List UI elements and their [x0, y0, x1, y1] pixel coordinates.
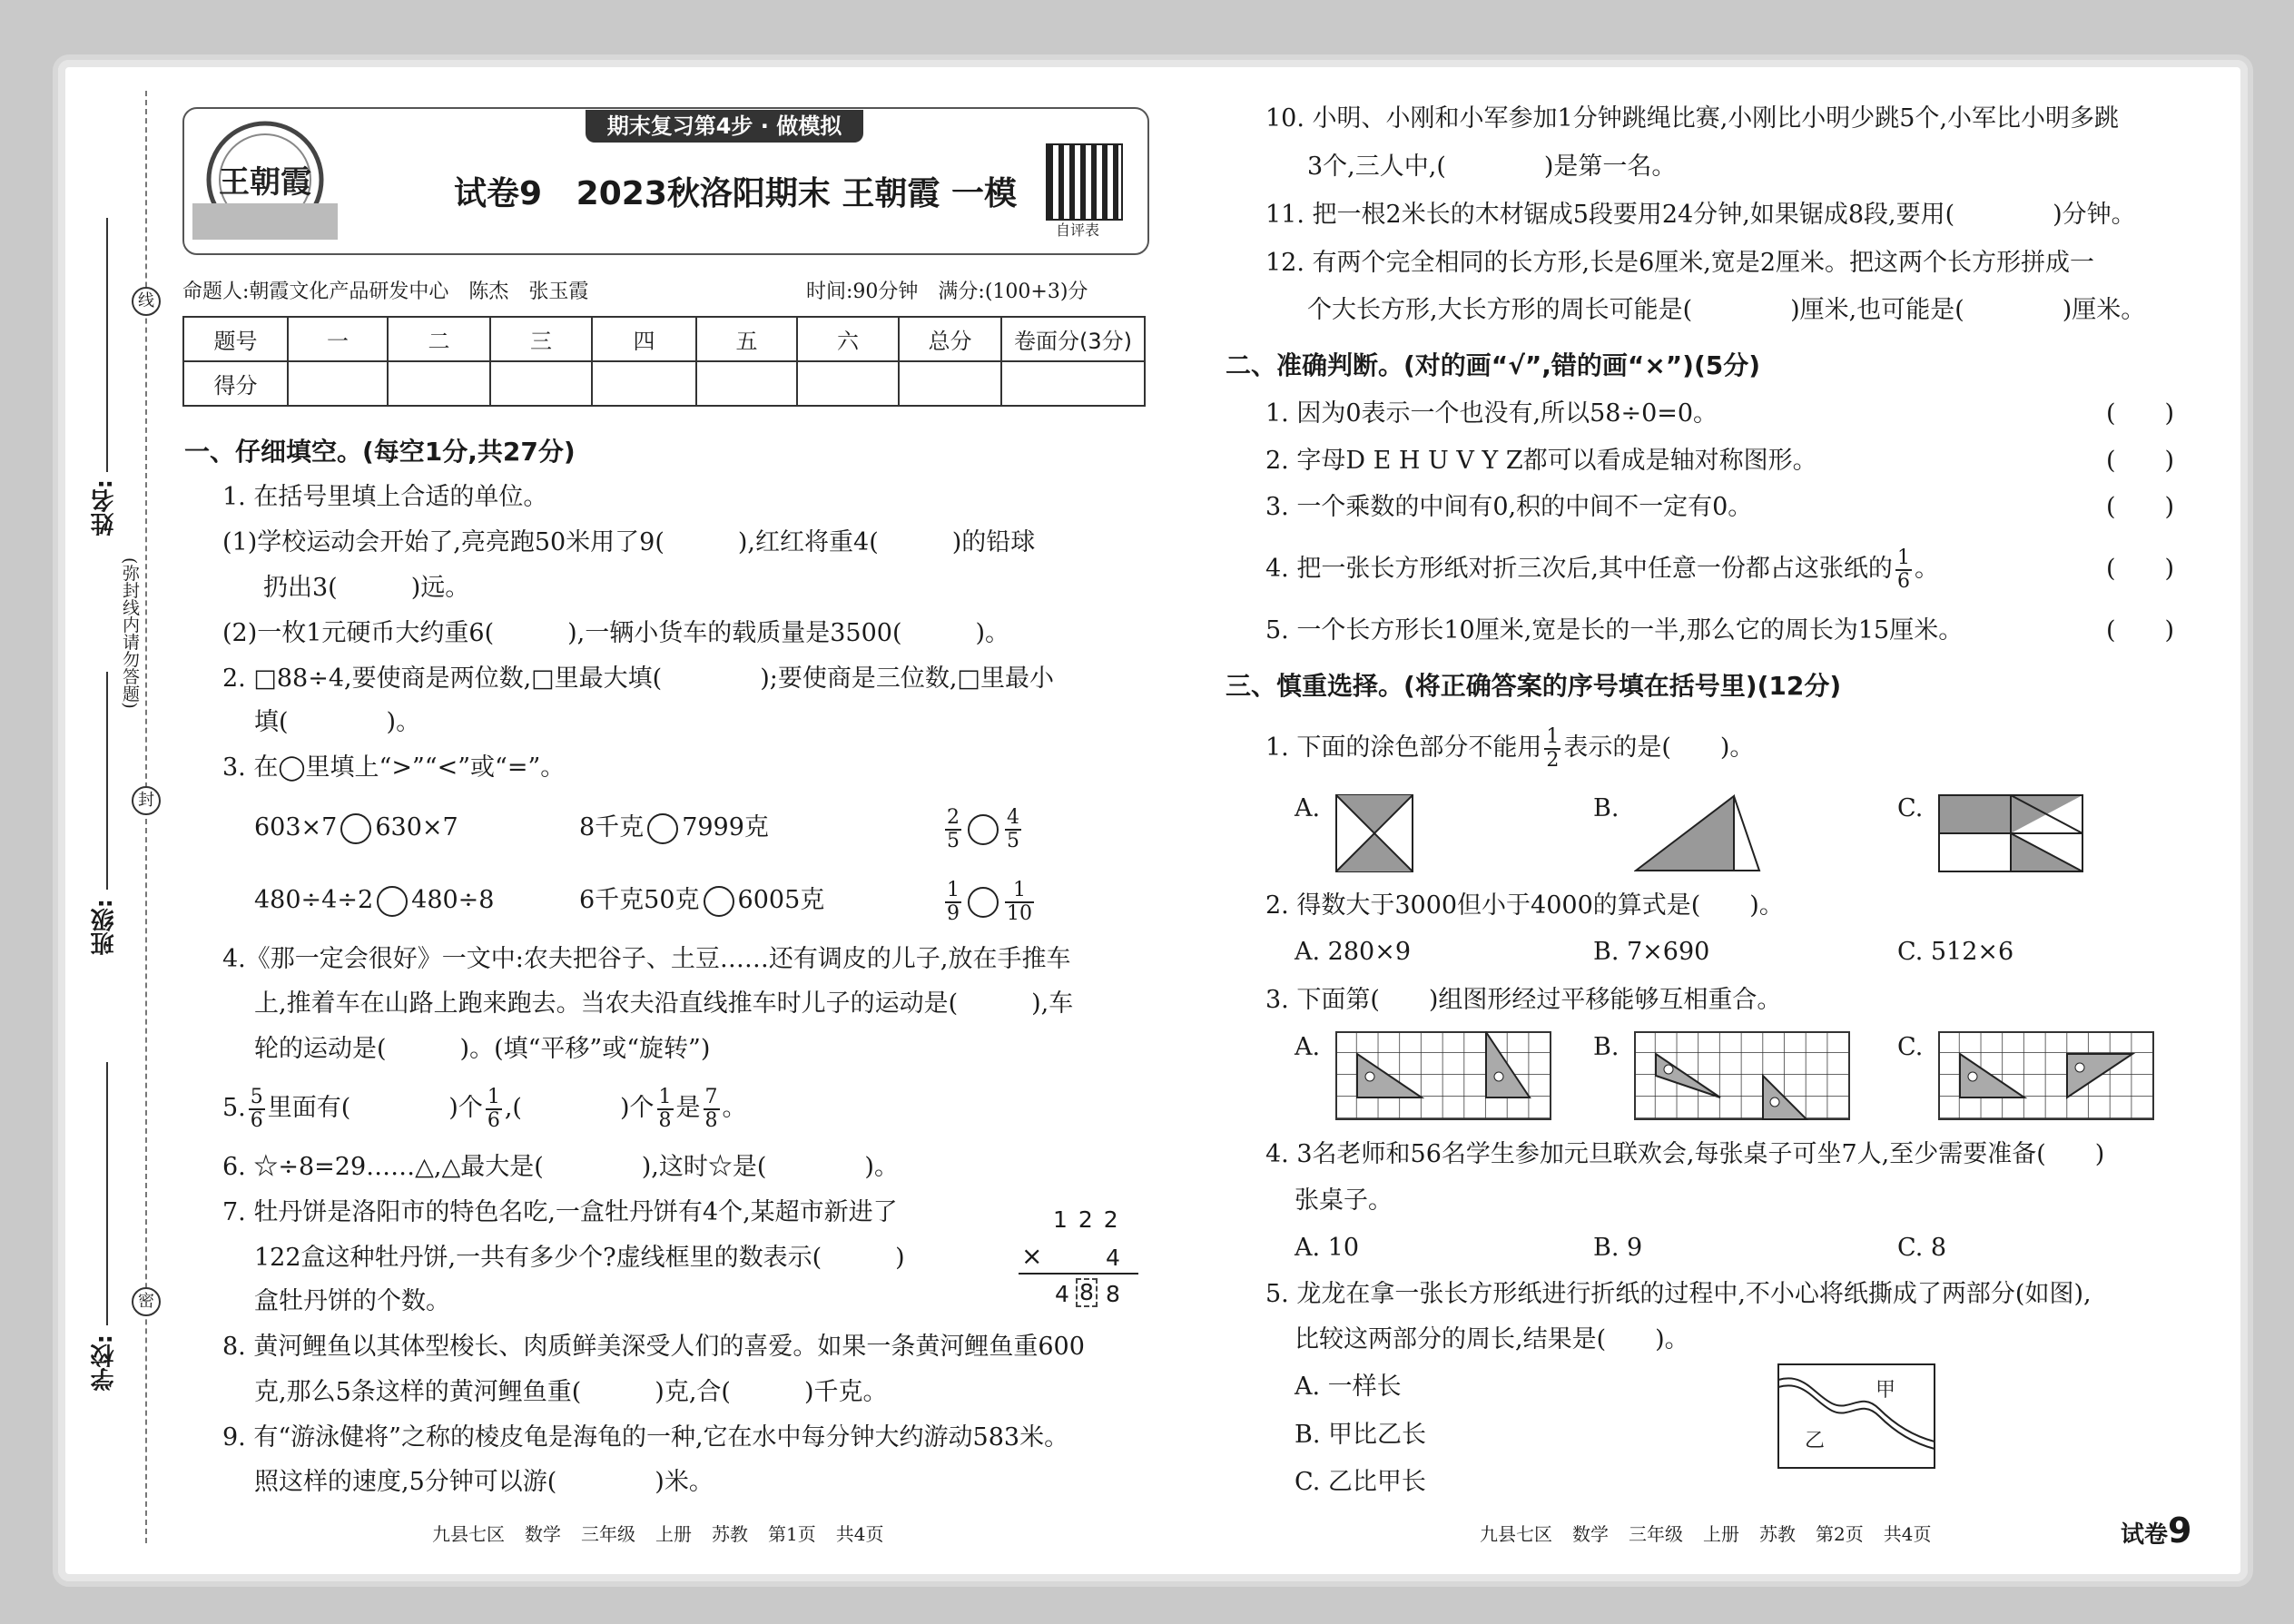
fraction	[1895, 547, 1912, 593]
q3-b-right: 7999克	[682, 813, 769, 842]
choice-2-option-a[interactable]: A. 280×9	[1295, 938, 1411, 966]
page-title	[454, 172, 1017, 215]
footer-item: 共4页	[835, 1523, 884, 1545]
q2b: 填( )。	[254, 708, 421, 736]
denominator: 6	[487, 1108, 500, 1132]
name-blank[interactable]	[106, 218, 108, 472]
q3-e-right: 6005克	[737, 886, 825, 914]
title-brand: 王朝霞	[842, 174, 940, 212]
qr-code-icon[interactable]	[1046, 143, 1123, 221]
choice-3: 3. 下面第( )组图形经过平移能够互相重合。	[1265, 986, 1782, 1014]
option-b-label[interactable]: B.	[1593, 794, 1620, 822]
answer-paren[interactable]: ( )	[2106, 399, 2175, 428]
q6: 6. ☆÷8=29……△,△最大是( ),这时☆是( )。	[222, 1153, 899, 1181]
fraction	[657, 1087, 674, 1132]
q5-text-3: 是	[675, 1094, 701, 1122]
score-h7: 总分	[899, 317, 1001, 361]
choice-2-option-c[interactable]: C. 512×6	[1897, 938, 2014, 966]
choice-4-option-b[interactable]: B. 9	[1593, 1234, 1643, 1262]
judge-1: 1. 因为0表示一个也没有,所以58÷0=0。	[1265, 399, 1718, 428]
footer-item: 九县七区	[1480, 1523, 1552, 1545]
shape-a-square	[1335, 794, 1413, 872]
numerator: 1	[1005, 880, 1034, 903]
q3-a-left: 603×7	[254, 813, 338, 842]
score-cell[interactable]	[490, 361, 592, 406]
calc-dashed-box: 8	[1076, 1278, 1098, 1307]
q3-b-left: 8千克	[579, 813, 645, 842]
numerator: 4	[1007, 805, 1019, 829]
q9b: 照这样的速度,5分钟可以游( )米。	[254, 1468, 714, 1496]
q4c: 轮的运动是( )。(填“平移”或“旋转”)	[254, 1035, 711, 1063]
section-2-title: 二、准确判断。(对的画“√”,错的画“×”)(5分)	[1226, 350, 1761, 380]
section-1-title: 一、仔细填空。(每空1分,共27分)	[184, 437, 576, 467]
choice-5: 5. 龙龙在拿一张长方形纸进行折纸的过程中,不小心将纸撕成了两部分(如图),	[1265, 1280, 2092, 1308]
q1: 1. 在括号里填上合适的单位。	[222, 483, 548, 511]
q9: 9. 有“游泳健将”之称的棱皮龟是海龟的一种,它在水中每分钟大约游动583米。	[222, 1423, 1069, 1452]
q5-text-1: 里面有( )个	[267, 1094, 483, 1122]
fraction	[704, 1087, 720, 1132]
calc-top: 1 2 2	[1053, 1206, 1120, 1233]
numerator: 1	[947, 878, 960, 901]
q3-a	[254, 812, 458, 844]
q7b: 122盒这种牡丹饼,一共有多少个?虚线框里的数表示( )	[254, 1244, 905, 1272]
time-score: 时间:90分钟 满分:(100+3)分	[806, 281, 1088, 303]
q12: 12. 有两个完全相同的长方形,长是6厘米,宽是2厘米。把这两个长方形拼成一	[1265, 249, 2095, 277]
score-cell[interactable]	[288, 361, 388, 406]
fraction	[945, 807, 961, 852]
denominator: 5	[1007, 829, 1019, 852]
title-suffix: 一模	[950, 175, 1017, 212]
badge-text: 试卷	[2121, 1521, 2169, 1549]
judge-3: 3. 一个乘数的中间有0,积的中间不一定有0。	[1265, 493, 1753, 521]
class-blank[interactable]	[106, 672, 108, 890]
numerator: 5	[250, 1085, 263, 1108]
torn-paper-figure	[1777, 1363, 1935, 1469]
denominator: 10	[1007, 901, 1032, 925]
q1-1: (1)学校运动会开始了,亮亮跑50米用了9( ),红红将重4( )的铅球	[222, 528, 1036, 556]
footer-right	[1480, 1521, 1951, 1547]
q3-b	[579, 812, 769, 844]
q3-d-right: 480÷8	[411, 886, 495, 914]
score-cell[interactable]	[899, 361, 1001, 406]
footer-item: 九县七区	[432, 1523, 505, 1545]
q3-e	[579, 884, 824, 917]
name-label: 姓名:	[91, 479, 118, 536]
answer-paren[interactable]: ( )	[2106, 447, 2175, 475]
choice-5b: 比较这两部分的周长,结果是( )。	[1295, 1325, 1689, 1353]
choice-1-text: 1. 下面的涂色部分不能用	[1265, 733, 1542, 762]
numerator: 1	[1546, 724, 1560, 748]
judge-2: 2. 字母D E H U V Y Z都可以看成是轴对称图形。	[1265, 447, 1817, 475]
calc-multiplier: 4	[1106, 1245, 1120, 1271]
score-row-label: 得分	[183, 361, 288, 406]
option-b-label[interactable]: B.	[1593, 1033, 1620, 1061]
binding-note: (弥封线内请勿答题)	[120, 557, 140, 709]
judge-5: 5. 一个长方形长10厘米,宽是长的一半,那么它的周长为15厘米。	[1265, 616, 1964, 645]
footer-item: 苏教	[712, 1523, 748, 1545]
score-h2: 二	[388, 317, 490, 361]
denominator: 2	[1546, 748, 1560, 772]
footer-item: 三年级	[581, 1523, 635, 1545]
q3-a-right: 630×7	[375, 813, 458, 842]
q3-f	[942, 870, 1037, 933]
numerator: 1	[658, 1085, 672, 1108]
footer-item: 三年级	[1629, 1523, 1683, 1545]
score-h6: 六	[797, 317, 899, 361]
shape-b-triangle	[1634, 794, 1761, 872]
q7: 7. 牡丹饼是洛阳市的特色名吃,一盒牡丹饼有4个,某超市新进了	[222, 1198, 898, 1226]
option-c-label[interactable]: C.	[1897, 794, 1924, 822]
compare-circle[interactable]	[704, 886, 734, 917]
calc-operator: ×	[1021, 1241, 1043, 1271]
footer-item: 数学	[1572, 1523, 1609, 1545]
badge-number: 9	[2168, 1511, 2192, 1550]
svg-text:王朝霞: 王朝霞	[219, 164, 311, 201]
fraction	[249, 1087, 265, 1132]
q7c: 盒牡丹饼的个数。	[254, 1287, 450, 1315]
calc-r1: 4	[1055, 1281, 1069, 1307]
score-h5: 五	[696, 317, 797, 361]
footer-item: 共4页	[1883, 1523, 1932, 1545]
answer-paren[interactable]: ( )	[2106, 616, 2175, 645]
denominator: 5	[947, 829, 960, 852]
choice-5-option-c[interactable]: C. 乙比甲长	[1295, 1468, 1426, 1496]
grid-a	[1335, 1031, 1551, 1120]
seal-mi: 密	[132, 1287, 161, 1316]
judge-4	[1265, 537, 1939, 601]
calc-r3: 8	[1106, 1281, 1120, 1307]
score-cell[interactable]	[592, 361, 696, 406]
score-h3: 三	[490, 317, 592, 361]
title-main: 2023秋洛阳期末	[576, 175, 831, 212]
label-yi: 乙	[1805, 1430, 1826, 1452]
judge-4-end: 。	[1914, 555, 1939, 583]
numerator: 1	[1896, 546, 1910, 569]
footer-item: 第1页	[768, 1523, 816, 1545]
score-h0: 题号	[183, 317, 288, 361]
score-cell[interactable]	[1001, 361, 1145, 406]
label-jia: 甲	[1876, 1379, 1896, 1402]
school-blank[interactable]	[106, 1062, 108, 1325]
choice-4-option-c[interactable]: C. 8	[1897, 1234, 1947, 1262]
denominator: 6	[1896, 569, 1910, 593]
compare-circle[interactable]	[968, 814, 999, 845]
fraction	[1544, 726, 1561, 772]
fraction	[1005, 807, 1021, 852]
score-h8: 卷面分(3分)	[1001, 317, 1145, 361]
fraction	[945, 880, 961, 925]
shape-c-rectangle	[1938, 794, 2083, 872]
title-prefix: 试卷9	[454, 175, 543, 212]
option-c-label[interactable]: C.	[1897, 1033, 1924, 1061]
footer-item: 上册	[655, 1523, 692, 1545]
choice-2-option-b[interactable]: B. 7×690	[1593, 938, 1710, 966]
score-table	[182, 316, 1146, 407]
grid-c	[1938, 1031, 2154, 1120]
fraction	[1005, 880, 1034, 925]
q4: 4.《那一定会很好》一文中:农夫把谷子、土豆……还有调皮的儿子,放在手推车	[222, 945, 1071, 973]
q3-c	[942, 797, 1024, 861]
numerator: 1	[487, 1085, 500, 1108]
choice-2: 2. 得数大于3000但小于4000的算式是( )。	[1265, 891, 1784, 920]
footer-item: 苏教	[1759, 1523, 1796, 1545]
class-label: 班级:	[91, 899, 118, 956]
judge-4-text: 4. 把一张长方形纸对折三次后,其中任意一份都占这张纸的	[1265, 555, 1893, 583]
q1-2: (2)一枚1元硬币大约重6( ),一辆小货车的载质量是3500( )。	[222, 619, 1010, 647]
choice-1	[1265, 716, 1754, 780]
compare-circle[interactable]	[968, 887, 999, 918]
q5-number: 5.	[222, 1094, 246, 1122]
q10b: 3个,三人中,( )是第一名。	[1307, 153, 1677, 181]
answer-paren[interactable]: ( )	[2106, 555, 2175, 583]
choice-4b: 张桌子。	[1295, 1186, 1393, 1215]
school-label: 学校:	[91, 1334, 118, 1392]
numerator: 2	[947, 805, 960, 829]
q8: 8. 黄河鲤鱼以其体型梭长、肉质鲜美深受人们的喜爱。如果一条黄河鲤鱼重600	[222, 1333, 1085, 1361]
denominator: 6	[250, 1108, 263, 1132]
q3-d	[254, 884, 494, 917]
logo-seal	[192, 113, 338, 247]
numerator: 7	[704, 1085, 718, 1108]
q5-text-4: 。	[722, 1094, 747, 1122]
section-3-title: 三、慎重选择。(将正确答案的序号填在括号里)(12分)	[1226, 671, 1842, 701]
denominator: 9	[947, 901, 960, 925]
banner: 期末复习第4步 · 做模拟	[586, 110, 863, 143]
footer-item: 第2页	[1816, 1523, 1864, 1545]
denominator: 8	[658, 1108, 672, 1132]
q11: 11. 把一根2米长的木材锯成5段要用24分钟,如果锯成8段,要用( )分钟。	[1265, 201, 2136, 229]
exam-badge	[2121, 1511, 2191, 1550]
authors: 命题人:朝霞文化产品研发中心 陈杰 张玉霞	[182, 281, 589, 303]
fraction	[486, 1087, 502, 1132]
choice-4-option-a[interactable]: A. 10	[1295, 1234, 1360, 1262]
q1-1b: 扔出3( )远。	[263, 574, 470, 602]
footer-left	[432, 1521, 903, 1547]
option-a-label[interactable]: A.	[1295, 794, 1321, 822]
q5	[222, 1077, 747, 1140]
seal-feng: 封	[132, 786, 161, 815]
q3-d-left: 480÷4÷2	[254, 886, 374, 914]
q3: 3. 在◯里填上“>”“<”或“=”。	[222, 753, 566, 782]
score-h4: 四	[592, 317, 696, 361]
q2: 2. □88÷4,要使商是两位数,□里最大填( );要使商是三位数,□里最小	[222, 664, 1054, 693]
score-header-row	[183, 317, 1145, 361]
score-h1: 一	[288, 317, 388, 361]
score-cell[interactable]	[797, 361, 899, 406]
q3-e-left: 6千克50克	[579, 886, 700, 914]
compare-circle[interactable]	[377, 886, 408, 917]
choice-5-option-a[interactable]: A. 一样长	[1295, 1373, 1402, 1401]
q12b: 个大长方形,大长方形的周长可能是( )厘米,也可能是( )厘米。	[1307, 296, 2146, 324]
denominator: 8	[704, 1108, 718, 1132]
compare-circle[interactable]	[340, 813, 371, 844]
calc-rule	[1019, 1273, 1138, 1275]
compare-circle[interactable]	[647, 813, 678, 844]
q5-text-2: ,( )个	[504, 1094, 655, 1122]
footer-item: 数学	[525, 1523, 561, 1545]
score-cell[interactable]	[388, 361, 490, 406]
footer-item: 上册	[1703, 1523, 1739, 1545]
score-cell[interactable]	[696, 361, 797, 406]
grid-b	[1634, 1031, 1850, 1120]
q8b: 克,那么5条这样的黄河鲤鱼重( )克,合( )千克。	[254, 1378, 888, 1406]
score-row	[183, 361, 1145, 406]
qr-label: 自评表	[1056, 221, 1100, 239]
answer-paren[interactable]: ( )	[2106, 493, 2175, 521]
q10: 10. 小明、小刚和小军参加1分钟跳绳比赛,小刚比小明少跳5个,小军比小明多跳	[1265, 104, 2120, 133]
seal-xian: 线	[132, 287, 161, 316]
choice-5-option-b[interactable]: B. 甲比乙长	[1295, 1421, 1427, 1449]
option-a-label[interactable]: A.	[1295, 1033, 1321, 1061]
q4b: 上,推着车在山路上跑来跑去。当农夫沿直线推车时儿子的运动是( ),车	[254, 989, 1074, 1018]
choice-1-end: 表示的是( )。	[1563, 733, 1755, 762]
choice-4: 4. 3名老师和56名学生参加元旦联欢会,每张桌子可坐7人,至少需要准备( )	[1265, 1140, 2105, 1168]
